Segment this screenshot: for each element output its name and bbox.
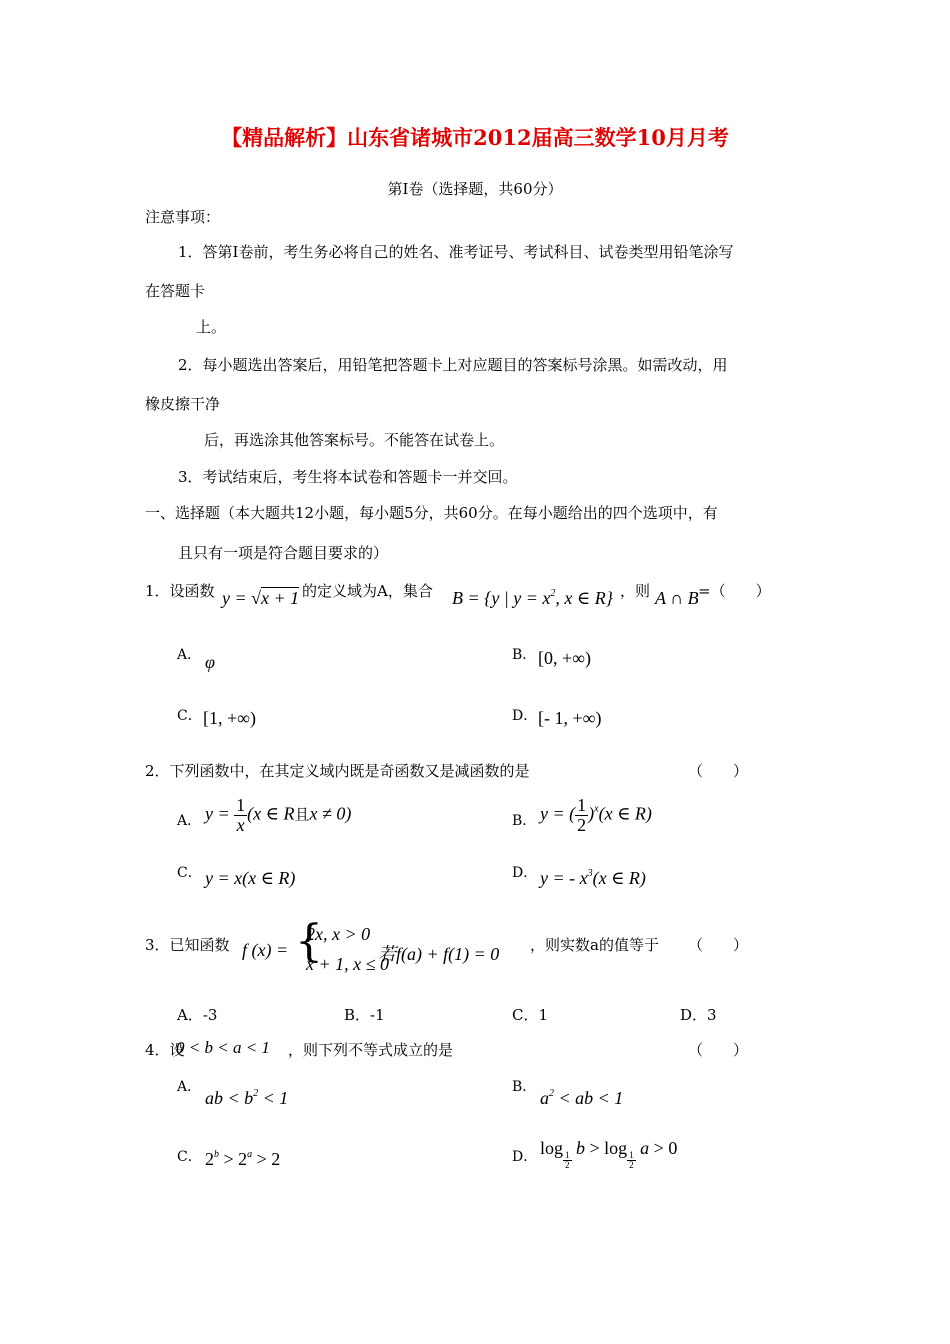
q3-option-d: [680, 1004, 717, 1025]
q2-option-d-label: D．: [512, 865, 538, 881]
q2-option-a-value: y = $\frac{1}{x}$ (x ∈ R且x ≠ 0): [205, 795, 352, 835]
q2-option-c-value: y = x(x ∈ R): [205, 868, 296, 888]
q1-option-a-label: A．: [177, 647, 202, 663]
q4-option-c-value: $2^b > 2^a > 2$: [205, 1149, 281, 1169]
q2-stem: 2．下列函数中，在其定义域内既是奇函数又是减函数的是: [145, 762, 530, 780]
q4-option-d-label: D．: [512, 1149, 538, 1165]
q1-option-c-value: [1, +∞): [203, 708, 256, 728]
q4-prefix: 4．设: [145, 1041, 185, 1059]
part-one-line2: 且只有一项是符合题目要求的）: [178, 544, 389, 562]
q3-option-d-label: D．: [680, 1006, 708, 1024]
q1-option-a-value: φ: [205, 652, 215, 672]
q3-tail: ，则实数a的值等于: [530, 936, 659, 954]
notice-1-line1: 1．答第Ⅰ卷前，考生务必将自己的姓名、准考证号、考试科目、试卷类型用铅笔涂写: [178, 243, 734, 261]
q4-condition: 0 < b < a < 1: [176, 1038, 270, 1057]
q3-piece-1: 2x, x > 0: [306, 924, 371, 944]
notice-2-line3: 后，再选涂其他答案标号。不能答在试卷上。: [204, 431, 505, 449]
q2-option-b-value: y = ( $\frac{1}{2}$ )$^x$(x ∈ R): [540, 795, 652, 835]
page-title: 【精品解析】山东省诸城市2012届高三数学10月月考: [221, 125, 729, 150]
q3-prefix: 3．已知函数: [145, 936, 230, 954]
q4-option-d-value: log $\frac{1}{2}$ b > log $\frac{1}{2}$ a > 0: [540, 1138, 678, 1170]
q3-option-d-value: 3: [707, 1006, 717, 1024]
q3-option-a-value: -3: [202, 1006, 218, 1024]
notice-2-line2: 橡皮擦干净: [145, 395, 221, 413]
notice-1-line2: 在答题卡: [145, 282, 206, 300]
q4-option-a-value: ab < $b^2 < 1$: [205, 1088, 289, 1108]
q4-option-b-label: B．: [512, 1079, 537, 1095]
q4-option-c-label: C．: [177, 1149, 202, 1165]
q3-option-a-label: A．: [177, 1006, 203, 1024]
q2-option-c-label: C．: [177, 865, 202, 881]
notice-1-line3: 上。: [196, 318, 227, 336]
q2-option-d-value: y = - $x^3(x$ ∈ R): [540, 868, 646, 888]
q1-option-b-value: [0, +∞): [538, 648, 591, 668]
q3-brace: {: [295, 916, 323, 967]
q1-prefix: 1．设函数: [145, 582, 215, 600]
q4-tail: ，则下列不等式成立的是: [288, 1041, 454, 1059]
notice-heading: 注意事项：: [145, 208, 221, 226]
q4-answer-paren: （ ）: [688, 1041, 749, 1059]
q1-intersection: A ∩ B: [655, 588, 699, 608]
q1-answer-paren: =（ ）: [698, 582, 771, 600]
section-header: 第Ⅰ卷（选择题，共60分）: [387, 180, 563, 198]
q1-option-d-value: [- 1, +∞): [538, 708, 602, 728]
q4-option-b-value: $a^2$ < ab < 1: [540, 1088, 624, 1108]
notice-2-line1: 2．每小题选出答案后，用铅笔把答题卡上对应题目的答案标号涂黑。如需改动，用: [178, 356, 728, 374]
q1-option-b-label: B．: [512, 647, 537, 663]
q3-piece-2: x + 1, x ≤ 0: [306, 954, 390, 974]
q3-condition: 若f(a) + f(1) = 0: [378, 944, 500, 964]
q3-option-c-value: 1: [538, 1006, 549, 1024]
q1-mid: 的定义域为A，集合: [302, 582, 433, 600]
q3-option-b-value: -1: [370, 1006, 385, 1024]
q4-option-a-label: A．: [177, 1079, 202, 1095]
q3-option-a: [177, 1004, 217, 1025]
q3-option-c: [512, 1004, 548, 1025]
notice-3-line1: 3．考试结束后，考生将本试卷和答题卡一并交回。: [178, 468, 518, 486]
q1-option-d-label: D．: [512, 708, 538, 724]
q1-set-b: B = {y | $y = x^2$, x ∈ R}: [452, 588, 613, 608]
q2-answer-paren: （ ）: [688, 762, 749, 780]
q1-option-c-label: C．: [177, 708, 202, 724]
q1-tail: ，则: [620, 582, 651, 600]
q3-option-c-label: C．: [512, 1006, 539, 1024]
q2-option-a-label: A．: [177, 813, 202, 829]
q3-fx: f (x) =: [242, 940, 289, 960]
q3-option-b-label: B．: [344, 1006, 371, 1024]
q3-option-b: [344, 1004, 385, 1025]
q2-option-b-label: B．: [512, 813, 537, 829]
q1-function: y = √x + 1: [222, 588, 300, 608]
q3-answer-paren: （ ）: [688, 936, 749, 954]
part-one-line1: 一、选择题（本大题共12小题，每小题5分，共60分。在每小题给出的四个选项中，有: [145, 504, 718, 522]
